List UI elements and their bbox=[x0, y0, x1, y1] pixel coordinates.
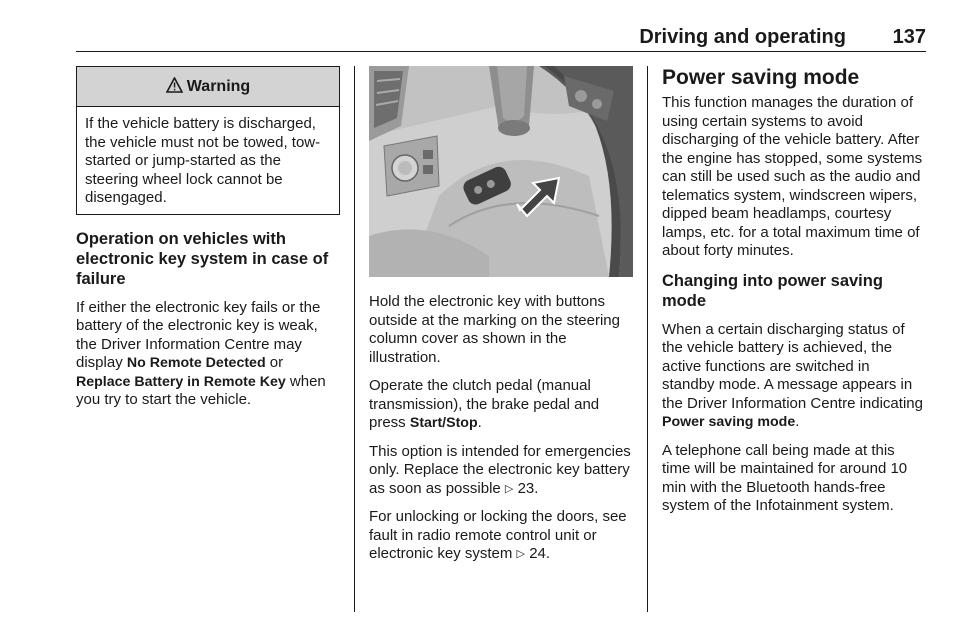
page-header bbox=[76, 0, 926, 52]
text-run: when you try to start the vehicle. bbox=[76, 372, 326, 408]
section-heading-key-failure: Operation on vehicles with electronic key system in case of failure bbox=[76, 229, 329, 288]
steering-column-illustration bbox=[369, 66, 633, 277]
power-saving-title: Power saving mode bbox=[662, 66, 860, 89]
section-title: Driving and operating bbox=[639, 26, 846, 48]
column-middle bbox=[369, 66, 633, 574]
warning-text: If the vehicle battery is discharged, the vehicle must not be towed, tow-started or jump-started as the steering wheel lock cannot be disengaged. bbox=[85, 115, 321, 206]
page-reference-link[interactable]: 24 bbox=[529, 545, 546, 562]
hold-key-paragraph: Hold the electronic key with buttons outside at the marking on the steering column cover as shown in the illustration. bbox=[369, 293, 620, 366]
text-run: . bbox=[534, 479, 539, 497]
message-no-remote-detected: No Remote Detected bbox=[126, 355, 266, 371]
telephone-call-paragraph: A telephone call being made at this time will be maintained for around 10 min with the Bluetooth hands-free system of the Infotainment system. bbox=[662, 441, 908, 514]
warning-header bbox=[77, 67, 339, 107]
column-left bbox=[76, 66, 340, 420]
text-run: . bbox=[545, 545, 551, 562]
text-run: For unlocking or locking the doors, see fault in radio remote control unit or electronic key system bbox=[369, 508, 627, 562]
text-run: Operate the clutch pedal (manual transmission), the brake pedal and press bbox=[369, 377, 600, 431]
text-run: . bbox=[795, 413, 800, 430]
section-heading-changing-mode: Changing into power saving mode bbox=[662, 271, 883, 310]
column-divider-left bbox=[354, 66, 355, 612]
start-stop-term: Start/Stop bbox=[409, 415, 478, 431]
triangle-pointer-icon: ▷ bbox=[516, 548, 526, 560]
unlocking-paragraph bbox=[369, 508, 633, 564]
warning-triangle-icon bbox=[166, 69, 183, 109]
column-right bbox=[662, 66, 926, 526]
text-run: When a certain discharging status of the vehicle battery is achieved, the active functions are switched in standby mode. A message appears in the Driver Information Centre indicating bbox=[662, 320, 923, 412]
triangle-pointer-icon: ▷ bbox=[504, 482, 514, 495]
discharging-paragraph bbox=[662, 321, 926, 432]
text-run: If either the electronic key fails or the battery of the electronic key is weak, the Driver Information Centre may display bbox=[76, 298, 321, 371]
text-run: or bbox=[265, 354, 284, 371]
text-run: This option is intended for emergencies only. Replace the electronic key battery as soon as possible bbox=[369, 442, 631, 497]
warning-label: Warning bbox=[186, 78, 251, 95]
column-divider-right bbox=[647, 66, 648, 612]
warning-box bbox=[76, 66, 340, 215]
power-saving-paragraph: This function manages the duration of using certain systems to avoid discharging of the vehicle battery. After the engine has stopped, some systems can still be used such as the audio and telematics system, windscreen wipers, dipped beam headlamps, courtesy lamps, etc. for a total maximum time of about forty minutes. bbox=[662, 94, 923, 259]
emergency-paragraph bbox=[369, 443, 633, 499]
key-failure-paragraph bbox=[76, 299, 340, 410]
power-saving-mode-term: Power saving mode bbox=[662, 414, 796, 430]
page-reference-link[interactable]: 23 bbox=[517, 479, 535, 497]
page-number: 137 bbox=[892, 26, 926, 48]
message-replace-battery: Replace Battery in Remote Key bbox=[76, 373, 286, 390]
text-run: . bbox=[477, 414, 482, 431]
start-procedure-paragraph bbox=[369, 377, 633, 433]
